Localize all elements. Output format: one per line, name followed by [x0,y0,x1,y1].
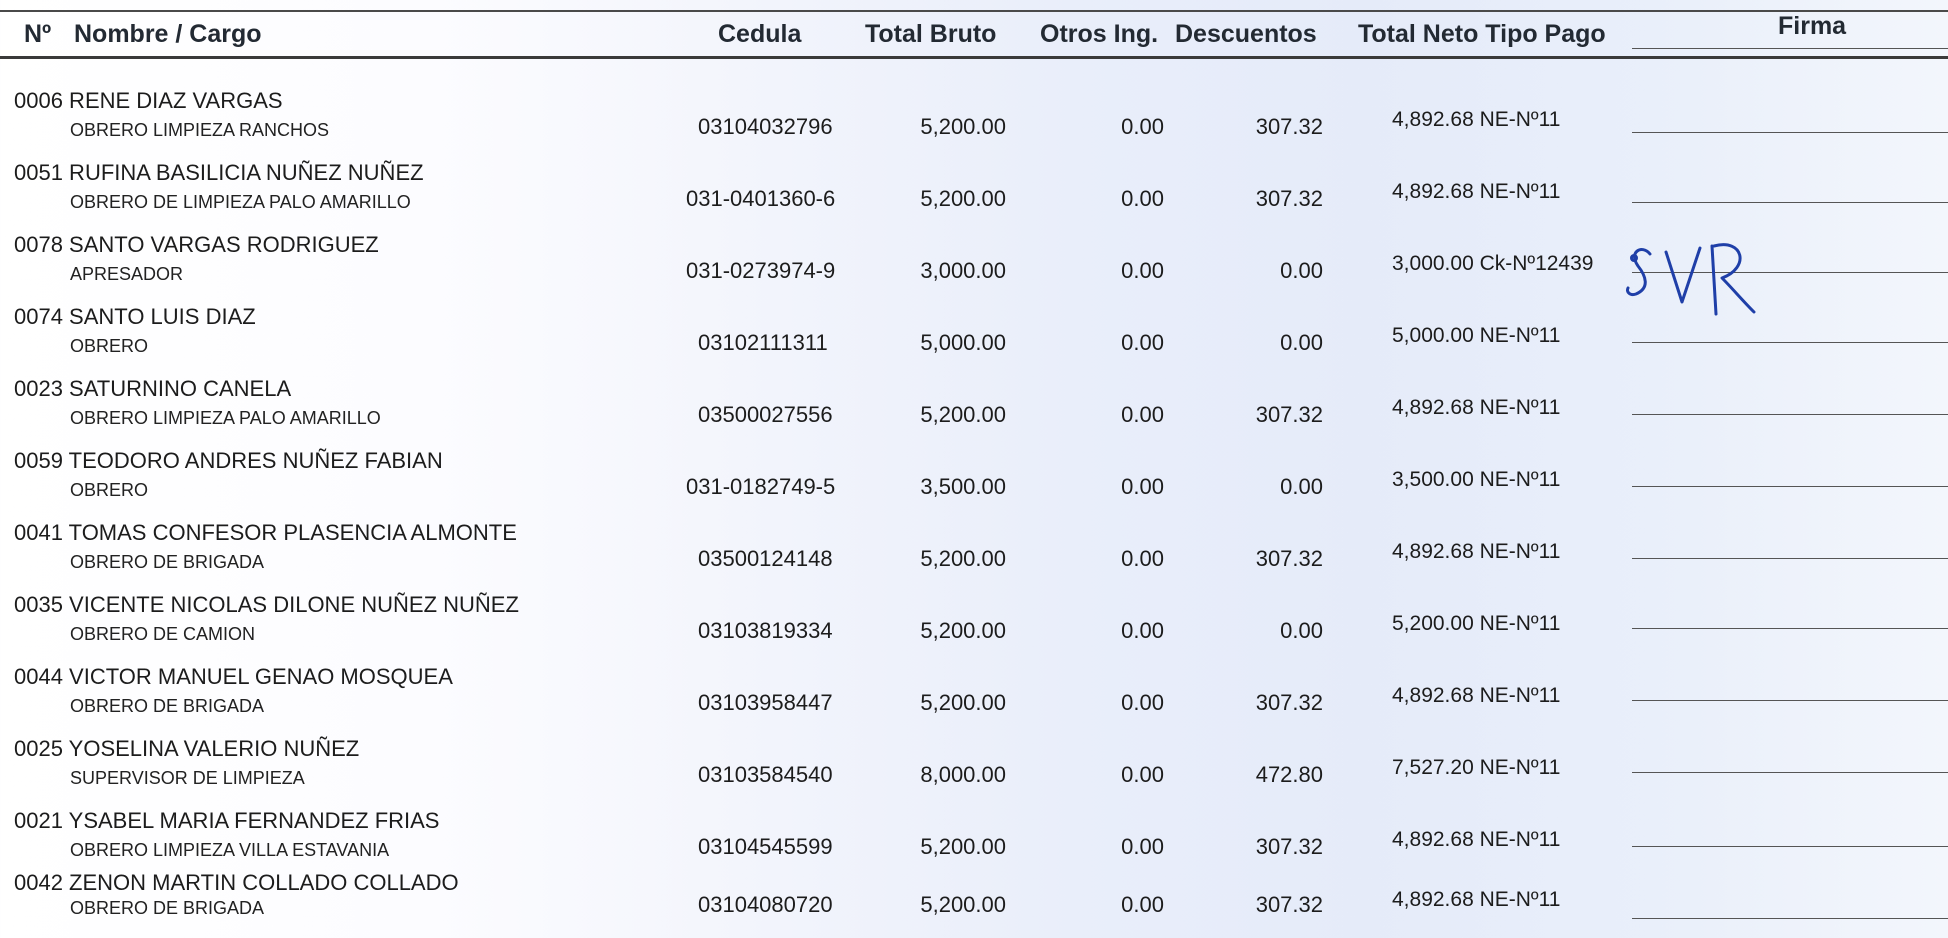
total-bruto-value: 8,000.00 [920,762,1006,787]
employee-id-name: 0006 RENE DIAZ VARGAS [14,88,283,113]
header-rule [0,56,1948,59]
otros-ing-value: 0.00 [1121,330,1164,355]
descuentos-value: 307.32 [1255,546,1323,571]
total-neto-tipo-pago-value: 4,892.68 NE-Nº11 [1392,684,1561,707]
total-bruto-value: 5,200.00 [920,546,1006,571]
descuentos-value: 0.00 [1280,330,1323,355]
descuentos-value: 307.32 [1255,834,1323,859]
employee-cargo: SUPERVISOR DE LIMPIEZA [70,768,305,788]
table-row [0,588,1948,660]
total-neto-tipo-pago-value: 4,892.68 NE-Nº11 [1392,540,1561,563]
employee-id-name: 0078 SANTO VARGAS RODRIGUEZ [14,232,379,257]
descuentos-value: 307.32 [1255,186,1323,211]
employee-cargo: OBRERO [70,480,149,500]
firma-line [1632,846,1948,847]
cedula-value: 03104080720 [698,892,833,917]
total-bruto-value: 5,200.00 [920,186,1006,211]
total-bruto-value: 5,200.00 [920,892,1006,917]
otros-ing-value: 0.00 [1121,546,1164,571]
cedula-value: 031-0273974-9 [686,258,836,283]
table-row [0,516,1948,588]
total-neto-tipo-pago-value: 5,000.00 NE-Nº11 [1392,324,1561,347]
header-firma: Firma [1778,12,1847,40]
table-row [0,732,1948,804]
descuentos-value: 307.32 [1255,892,1323,917]
cedula-value: 031-0401360-6 [686,186,836,211]
total-bruto-value: 5,000.00 [920,330,1006,355]
cedula-value: 03103584540 [698,762,833,787]
descuentos-value: 0.00 [1280,618,1323,643]
employee-cargo: OBRERO [70,336,149,356]
firma-line [1632,414,1948,415]
total-neto-tipo-pago-value: 4,892.68 NE-Nº11 [1392,888,1561,911]
employee-cargo: OBRERO DE BRIGADA [70,552,265,572]
table-row [0,84,1948,156]
employee-id-name: 0041 TOMAS CONFESOR PLASENCIA ALMONTE [14,520,517,545]
employee-id-name: 0044 VICTOR MANUEL GENAO MOSQUEA [14,664,453,689]
header-cedula: Cedula [718,20,802,48]
employee-cargo: APRESADOR [70,264,184,284]
cedula-value: 03104545599 [698,834,833,859]
table-row [0,372,1948,444]
header-otros-ing: Otros Ing. [1040,20,1159,48]
firma-line [1632,918,1948,919]
total-neto-tipo-pago-value: 4,892.68 NE-Nº11 [1392,396,1561,419]
employee-id-name: 0021 YSABEL MARIA FERNANDEZ FRIAS [14,808,440,833]
firma-line [1632,202,1948,203]
cedula-value: 031-0182749-5 [686,474,836,499]
total-bruto-value: 3,000.00 [920,258,1006,283]
total-bruto-value: 5,200.00 [920,690,1006,715]
otros-ing-value: 0.00 [1121,834,1164,859]
firma-line [1632,772,1948,773]
cedula-value: 03500124148 [698,546,833,571]
header-no: Nº [24,20,52,48]
header-total-bruto: Total Bruto [865,20,997,48]
otros-ing-value: 0.00 [1121,114,1164,139]
firma-line [1632,342,1948,343]
descuentos-value: 472.80 [1255,762,1323,787]
descuentos-value: 307.32 [1255,690,1323,715]
employee-id-name: 0042 ZENON MARTIN COLLADO COLLADO [14,870,459,895]
descuentos-value: 0.00 [1280,258,1323,283]
employee-cargo: OBRERO DE BRIGADA [70,696,265,716]
total-neto-tipo-pago-value: 5,200.00 NE-Nº11 [1392,612,1561,635]
table-row [0,156,1948,228]
otros-ing-value: 0.00 [1121,186,1164,211]
cedula-value: 03103819334 [698,618,833,643]
header-total-neto-tipo-pago: Total Neto Tipo Pago [1358,20,1606,48]
handwritten-signature [1620,232,1780,332]
total-neto-tipo-pago-value: 4,892.68 NE-Nº11 [1392,108,1561,131]
otros-ing-value: 0.00 [1121,892,1164,917]
firma-line [1632,132,1948,133]
table-row [0,660,1948,732]
cedula-value: 03103958447 [698,690,833,715]
descuentos-value: 0.00 [1280,474,1323,499]
employee-cargo: OBRERO DE LIMPIEZA PALO AMARILLO [70,192,411,212]
table-row [0,866,1948,938]
otros-ing-value: 0.00 [1121,762,1164,787]
total-bruto-value: 5,200.00 [920,618,1006,643]
total-neto-tipo-pago-value: 4,892.68 NE-Nº11 [1392,180,1561,203]
otros-ing-value: 0.00 [1121,474,1164,499]
employee-id-name: 0051 RUFINA BASILICIA NUÑEZ NUÑEZ [14,160,424,185]
firma-header-line [1632,48,1948,49]
employee-id-name: 0074 SANTO LUIS DIAZ [14,304,256,329]
employee-cargo: OBRERO DE CAMION [70,624,256,644]
total-bruto-value: 5,200.00 [920,114,1006,139]
otros-ing-value: 0.00 [1121,402,1164,427]
firma-line [1632,700,1948,701]
descuentos-value: 307.32 [1255,114,1323,139]
total-neto-tipo-pago-value: 7,527.20 NE-Nº11 [1392,756,1561,779]
employee-id-name: 0025 YOSELINA VALERIO NUÑEZ [14,736,360,761]
firma-line [1632,558,1948,559]
header-nombre-cargo: Nombre / Cargo [74,20,262,48]
employee-cargo: OBRERO LIMPIEZA RANCHOS [70,120,330,140]
employee-id-name: 0023 SATURNINO CANELA [14,376,292,401]
otros-ing-value: 0.00 [1121,618,1164,643]
total-neto-tipo-pago-value: 3,000.00 Ck-Nº12439 [1392,252,1594,275]
descuentos-value: 307.32 [1255,402,1323,427]
total-neto-tipo-pago-value: 4,892.68 NE-Nº11 [1392,828,1561,851]
employee-id-name: 0059 TEODORO ANDRES NUÑEZ FABIAN [14,448,443,473]
cedula-value: 03102111311 [698,330,828,355]
cedula-value: 03500027556 [698,402,833,427]
otros-ing-value: 0.00 [1121,258,1164,283]
header-descuentos: Descuentos [1175,20,1317,48]
employee-cargo: OBRERO LIMPIEZA PALO AMARILLO [70,408,381,428]
otros-ing-value: 0.00 [1121,690,1164,715]
employee-cargo: OBRERO DE BRIGADA [70,898,265,918]
table-header [0,12,1948,56]
employee-id-name: 0035 VICENTE NICOLAS DILONE NUÑEZ NUÑEZ [14,592,519,617]
firma-line [1632,486,1948,487]
employee-cargo: OBRERO LIMPIEZA VILLA ESTAVANIA [70,840,390,860]
table-row [0,444,1948,516]
firma-line [1632,628,1948,629]
total-bruto-value: 5,200.00 [920,402,1006,427]
total-bruto-value: 5,200.00 [920,834,1006,859]
total-bruto-value: 3,500.00 [920,474,1006,499]
total-neto-tipo-pago-value: 3,500.00 NE-Nº11 [1392,468,1561,491]
cedula-value: 03104032796 [698,114,833,139]
